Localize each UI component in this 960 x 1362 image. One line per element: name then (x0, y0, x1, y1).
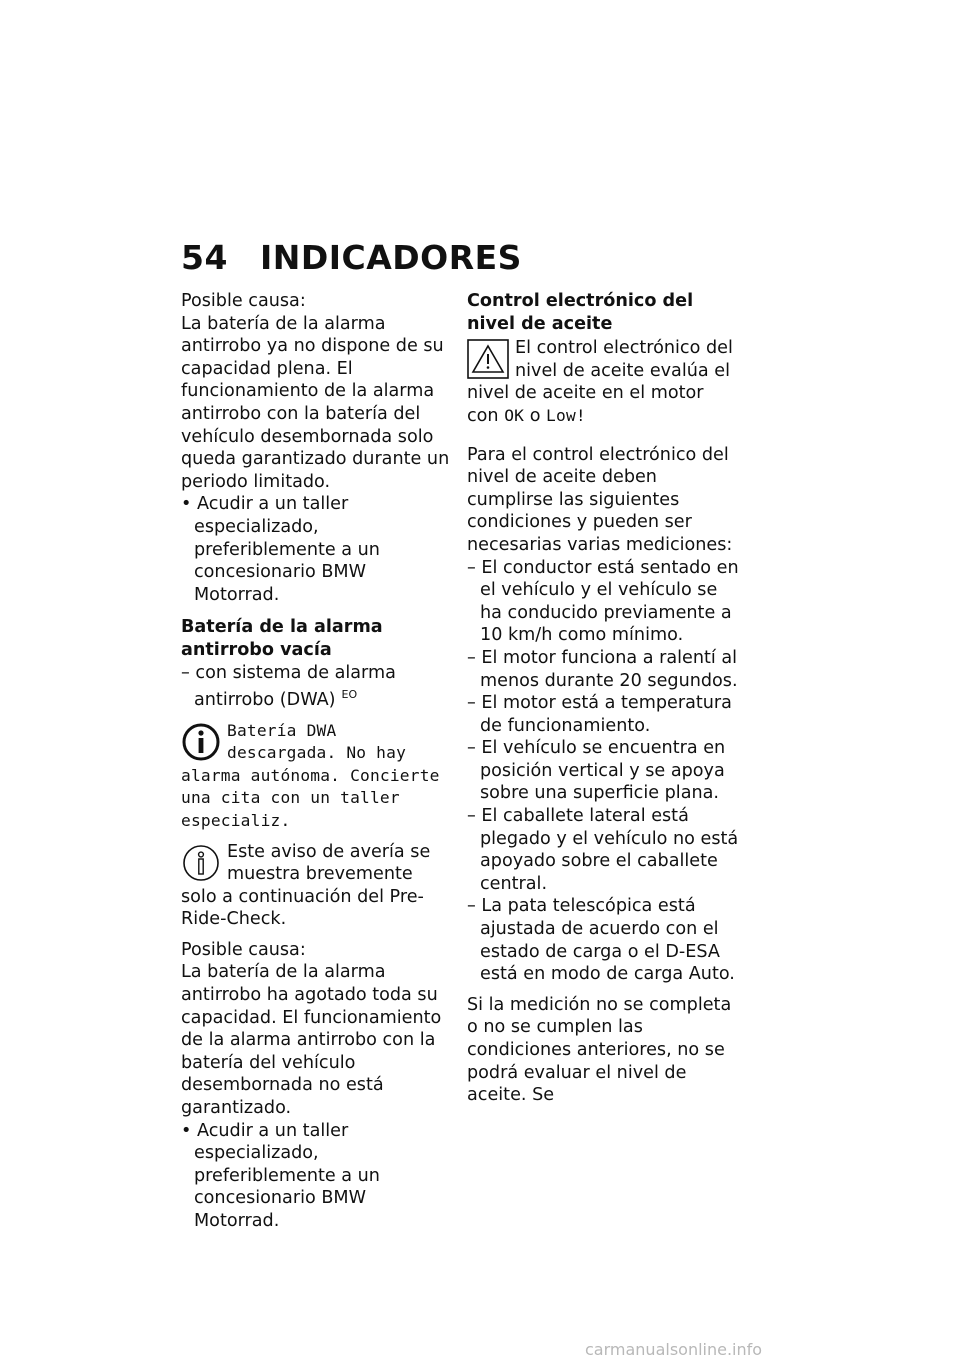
cause-text-2: La batería de la alarma antirrobo ha agotado toda su capacidad. El funcionamiento de la alarma antirrobo con la batería del vehículo desembornada no está garantizado. (181, 962, 442, 1119)
page-number: 54 (181, 238, 228, 277)
page-header (181, 238, 522, 277)
cause-label-1: Posible causa: (181, 291, 306, 311)
right-column (467, 290, 739, 1107)
conditions-intro: Para el control electrónico del nivel de aceite deben cumplirse las siguientes condiciones y pueden ser necesarias varias mediciones: (467, 444, 733, 555)
condition-dash-dwa: – con sistema de alarma antirrobo (DWA) $^{EO}$ (181, 662, 396, 710)
condition-item: – El motor está a temperatura de funcionamiento. (467, 693, 732, 736)
closing-text: Si la medición no se completa o no se cumplen las condiciones anteriores, no se podrá evaluar el nivel de aceite. Se (467, 994, 732, 1106)
info-icon (181, 722, 221, 762)
condition-item: – El motor funciona a ralentí al menos durante 20 segundos. (467, 647, 738, 691)
info-note-block (181, 841, 453, 931)
warning-block (467, 337, 739, 427)
info-note-text: Este aviso de avería se muestra brevemente solo a continuación del Pre-Ride-Check. (181, 841, 431, 930)
section-heading-oil-level: Control electrónico del nivel de aceite (467, 291, 694, 334)
condition-item: – El conductor está sentado en el vehículo y el vehículo se ha conducido previamente a 10 km/h como mínimo. (467, 557, 739, 646)
info-outline-icon (181, 843, 221, 883)
warning-triangle-icon (467, 339, 509, 379)
display-message-block (181, 720, 453, 833)
left-column (181, 290, 453, 1233)
condition-item: – El caballete lateral está plegado y el vehículo no está apoyado sobre el caballete central. (467, 806, 739, 894)
action-bullet-1: • Acudir a un taller especializado, preferiblemente a un concesionario BMW Motorrad. (181, 494, 380, 605)
value-ok: OK (504, 405, 525, 425)
condition-item: – El vehículo se encuentra en posición vertical y se apoya sobre una superficie plana. (467, 738, 726, 804)
action-bullet-2: • Acudir a un taller especializado, preferiblemente a un concesionario BMW Motorrad. (181, 1120, 380, 1232)
watermark: carmanualsonline.info (585, 1340, 763, 1359)
cause-label-2: Posible causa: (181, 939, 306, 960)
cause-text-1: La batería de la alarma antirrobo ya no dispone de su capacidad plena. El funcionamiento de la alarma antirrobo con la batería del vehículo desembornada solo queda garantizado durante un periodo limitado. (181, 313, 450, 492)
page-title: INDICADORES (259, 238, 522, 277)
value-low: Low! (546, 405, 586, 425)
warning-text: El control electrónico del nivel de aceite evalúa el nivel de aceite en el motor con OK o Low! (467, 338, 733, 426)
display-message-text: Batería DWA descargada. No hay alarma autónoma. Concierte una cita con un taller especializ. (181, 720, 440, 830)
section-heading-battery-empty: Batería de la alarma antirrobo vacía (181, 617, 383, 660)
condition-item: – La pata telescópica está ajustada de acuerdo con el estado de carga o el D-ESA está en modo de carga Auto. (467, 896, 735, 985)
option-tag: EO (341, 688, 358, 702)
